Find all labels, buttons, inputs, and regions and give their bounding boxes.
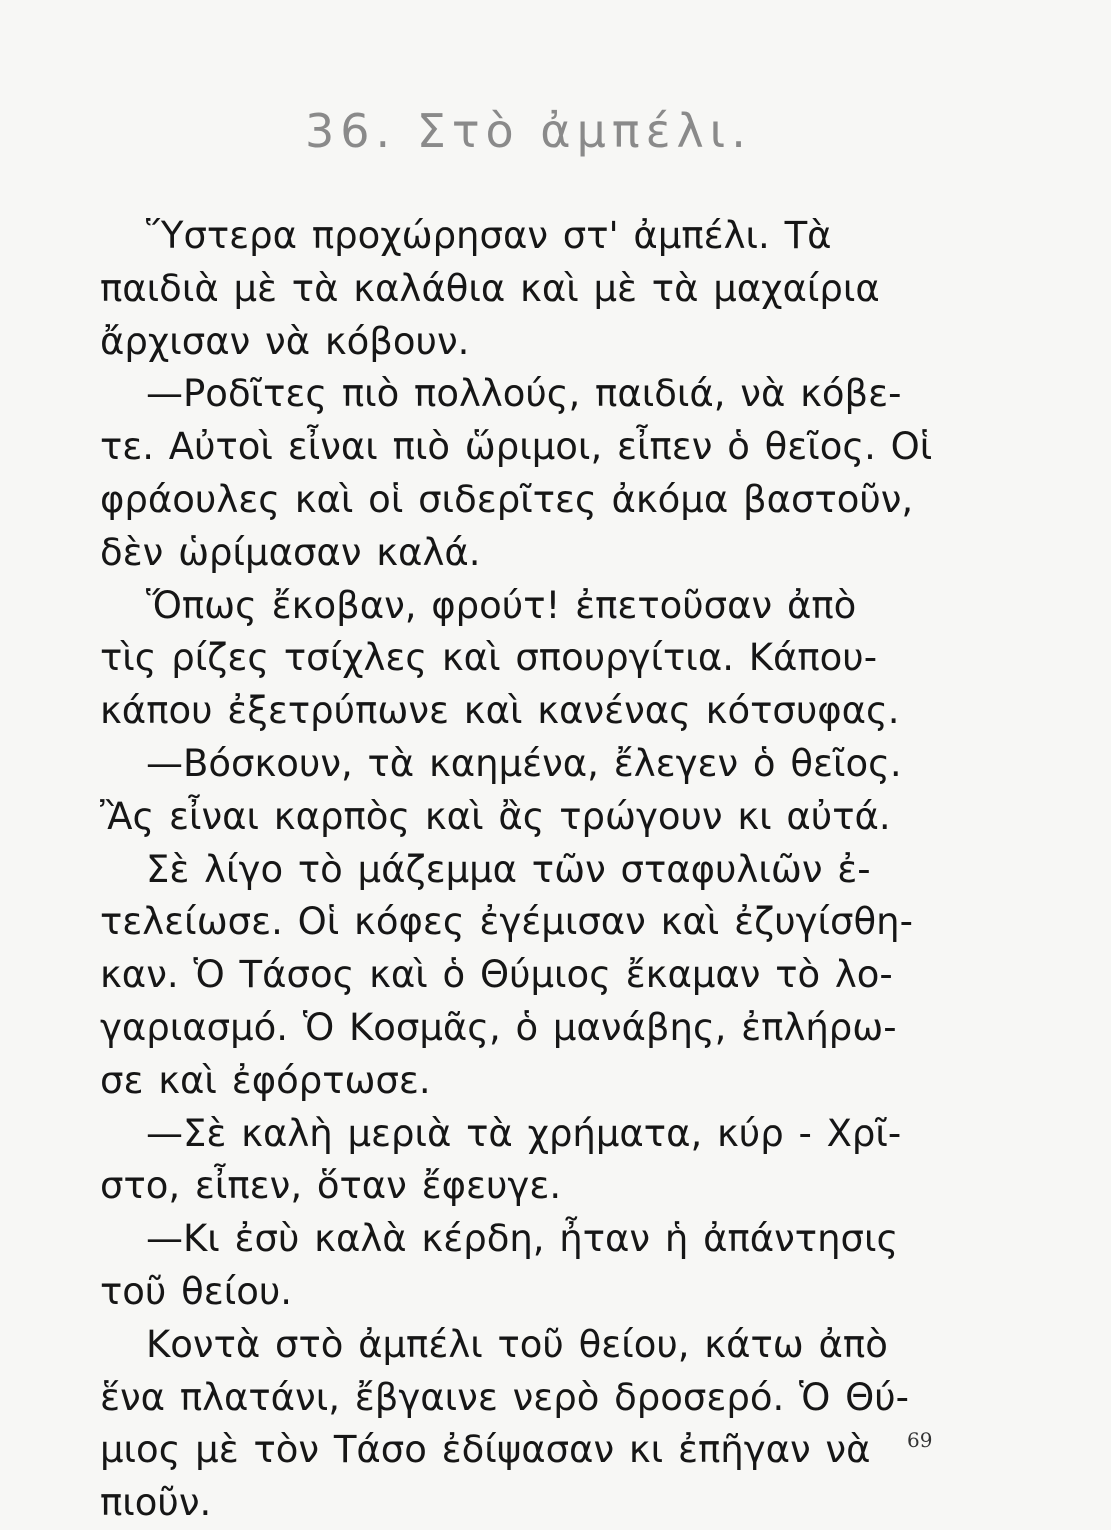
text-line: Κοντὰ στὸ ἀμπέλι τοῦ θείου, κάτω ἀπὸ (146, 1322, 888, 1366)
text-line: τὶς ρίζες τσίχλες καὶ σπουργίτια. Κάπου- (100, 636, 878, 680)
text-line: Ἂς εἶναι καρπὸς καὶ ἂς τρώγουν κι αὐτά. (100, 794, 891, 838)
body-text (100, 210, 970, 1530)
text-line: τε. Αὐτοὶ εἶναι πιὸ ὥριμοι, εἶπεν ὁ θεῖος. Οἱ (100, 425, 933, 469)
text-line: καν. Ὁ Τάσος καὶ ὁ Θύμιος ἔκαμαν τὸ λο- (100, 953, 893, 997)
text-line: κάπου ἐξετρύπωνε καὶ κανένας κότσυφας. (100, 689, 900, 733)
text-line: τελείωσε. Οἱ κόφες ἐγέμισαν καὶ ἐζυγίσθη- (100, 900, 913, 944)
text-line: τοῦ θείου. (100, 1269, 293, 1313)
text-line: ἄρχισαν νὰ κόβουν. (100, 319, 470, 363)
text-line: —Κι ἐσὺ καλὰ κέρδη, ἦταν ἡ ἀπάντησις (146, 1217, 899, 1261)
text-line: Ὕστερα προχώρησαν στ' ἀμπέλι. Τὰ (146, 214, 832, 257)
text-line: γαριασμό. Ὁ Κοσμᾶς, ὁ μανάβης, ἐπλήρω- (100, 1005, 897, 1049)
text-line: μιος μὲ τὸν Τάσο ἐδίψασαν κι ἐπῆγαν νὰ (100, 1428, 871, 1472)
text-line: παιδιὰ μὲ τὰ καλάθια καὶ μὲ τὰ μαχαίρια (100, 266, 880, 310)
text-line: σε καὶ ἐφόρτωσε. (100, 1058, 431, 1102)
text-line: —Ροδῖτες πιὸ πολλούς, παιδιά, νὰ κόβε- (146, 372, 902, 416)
chapter-title: 36. Στὸ ἀμπέλι. (305, 104, 752, 158)
text-line: Ὅπως ἔκοβαν, φρούτ! ἐπετοῦσαν ἀπὸ (146, 583, 857, 627)
text-line: δὲν ὡρίμασαν καλά. (100, 530, 481, 574)
text-line: στο, εἶπεν, ὅταν ἔφευγε. (100, 1164, 562, 1208)
text-line: πιοῦν. (100, 1481, 212, 1525)
page-number: 69 (907, 1428, 933, 1452)
text-line: φράουλες καὶ οἱ σιδερῖτες ἀκόμα βαστοῦν, (100, 477, 914, 521)
text-line: —Σὲ καλὴ μεριὰ τὰ χρήματα, κύρ - Χρῖ- (146, 1111, 902, 1155)
text-line: —Βόσκουν, τὰ καημένα, ἔλεγεν ὁ θεῖος. (146, 741, 902, 785)
text-line: ἕνα πλατάνι, ἔβγαινε νερὸ δροσερό. Ὁ Θύ- (100, 1375, 910, 1419)
text-line: Σὲ λίγο τὸ μάζεμμα τῶν σταφυλιῶν ἐ- (146, 847, 871, 891)
